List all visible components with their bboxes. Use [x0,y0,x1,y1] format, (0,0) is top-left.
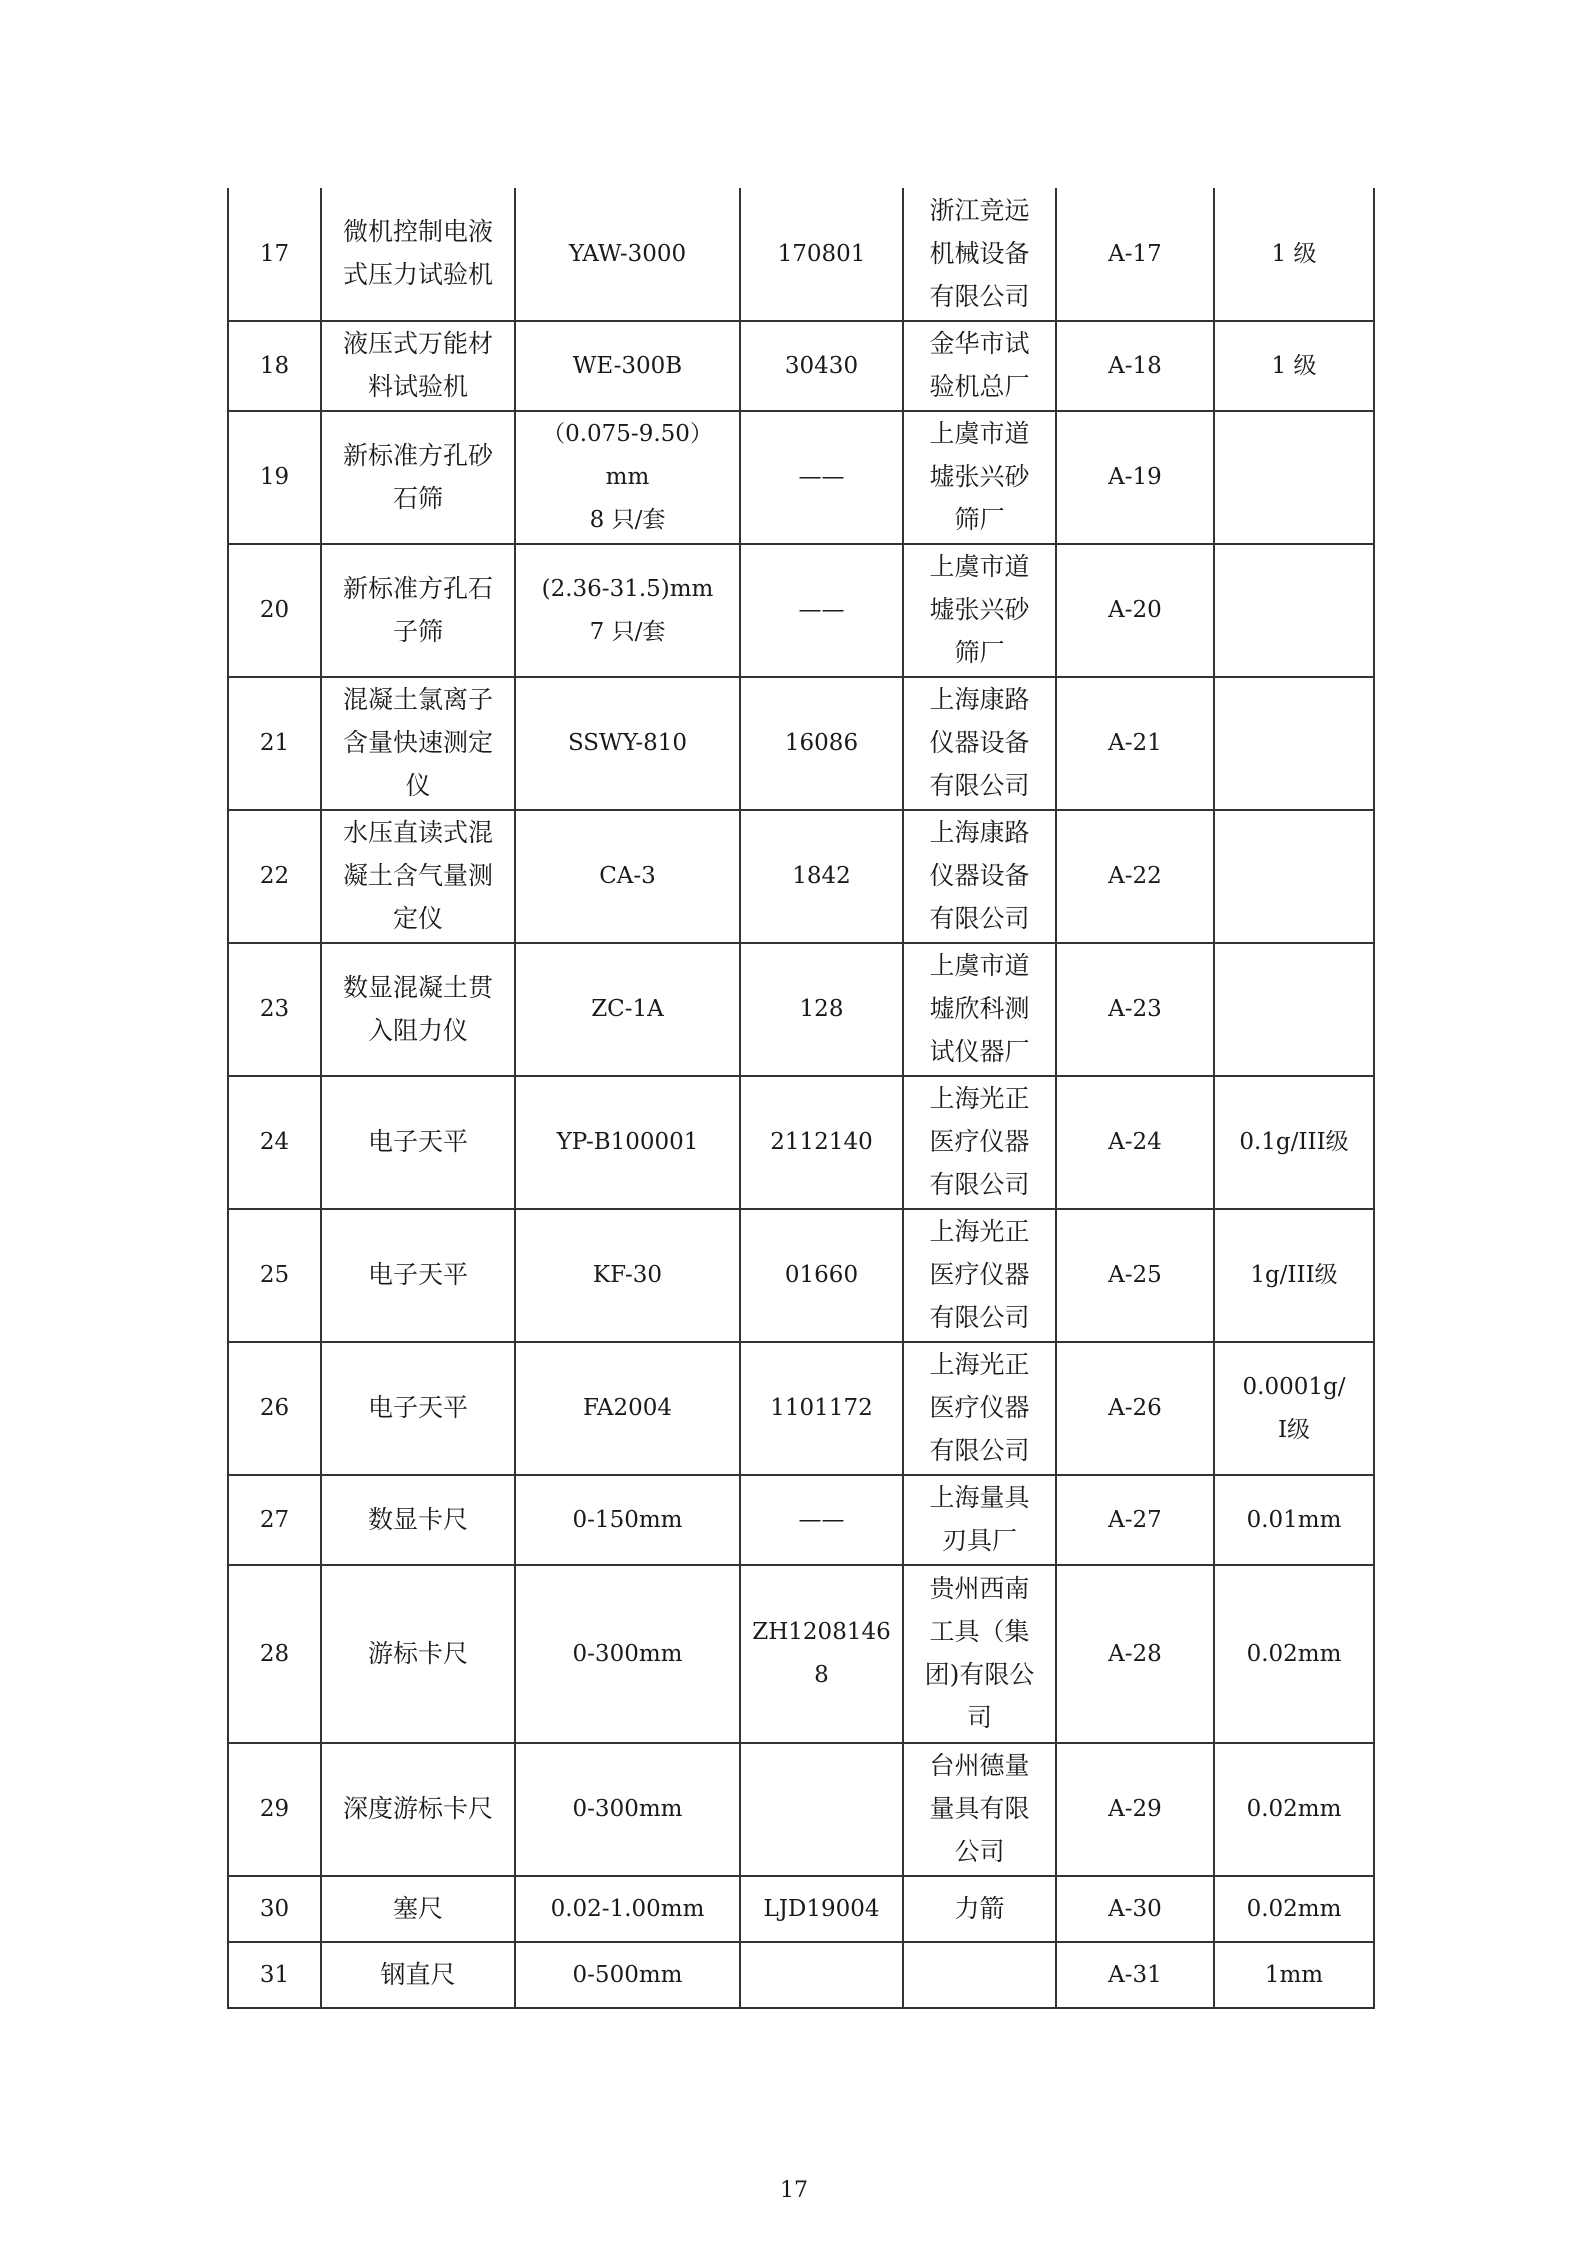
accuracy-grade-cell [1214,810,1374,943]
equipment-code-cell [1056,321,1214,411]
equipment-name: 数显卡尺 [367,1504,468,1534]
manufacturer: 台州德量 量具有限 公司 [929,1751,1030,1866]
accuracy-grade: 1 级 [1271,240,1317,267]
manufacturer-cell [903,544,1056,677]
serial-number: 170801 [777,240,866,267]
row-number: 26 [259,1395,290,1421]
serial-number-cell [740,1565,903,1743]
row-number-cell [228,1475,321,1565]
accuracy-grade-cell [1214,1876,1374,1942]
serial-number-cell [740,1942,903,2008]
model-spec-cell [515,1342,740,1475]
accuracy-grade: 1 级 [1271,352,1317,379]
serial-number-cell [740,1475,903,1565]
manufacturer: 力箭 [954,1893,1005,1923]
row-number: 28 [259,1640,290,1667]
equipment-table [227,188,1375,2009]
manufacturer-cell [903,677,1056,810]
row-number-cell [228,1076,321,1209]
accuracy-grade: 0.02mm [1246,1895,1342,1922]
row-number-cell [228,810,321,943]
model-spec: ZC-1A [591,996,664,1022]
table-row [228,810,1374,943]
equipment-name-cell [321,810,515,943]
equipment-code-cell [1056,1565,1214,1743]
table-row [228,321,1374,411]
row-number: 31 [259,1961,290,1988]
table-row [228,544,1374,677]
equipment-code: A-28 [1108,1640,1162,1667]
manufacturer-cell [903,1475,1056,1565]
equipment-code: A-22 [1108,863,1162,889]
equipment-code: A-21 [1108,730,1162,756]
equipment-code-cell [1056,188,1214,321]
serial-number-cell [740,943,903,1076]
manufacturer-cell [903,1876,1056,1942]
equipment-name: 水压直读式混 凝土含气量测 定仪 [342,818,493,933]
accuracy-grade: 0.01mm [1246,1506,1342,1533]
equipment-code: A-29 [1108,1796,1162,1822]
model-spec: 0-300mm [572,1640,683,1667]
table-row [228,411,1374,544]
accuracy-grade-cell [1214,677,1374,810]
manufacturer-cell [903,1565,1056,1743]
model-spec-cell [515,188,740,321]
row-number-cell [228,544,321,677]
equipment-name-cell [321,1565,515,1743]
serial-number-cell [740,1076,903,1209]
accuracy-grade-cell [1214,1342,1374,1475]
model-spec-cell [515,943,740,1076]
equipment-name: 新标准方孔砂 石筛 [342,440,493,513]
equipment-code-cell [1056,544,1214,677]
serial-number-cell [740,544,903,677]
row-number: 20 [259,597,290,623]
row-number: 17 [259,240,290,267]
serial-number: 128 [799,996,844,1022]
equipment-name-cell [321,677,515,810]
equipment-name-cell [321,943,515,1076]
model-spec: CA-3 [599,863,656,889]
row-number: 22 [259,863,290,889]
model-spec-cell [515,411,740,544]
row-number-cell [228,943,321,1076]
equipment-code: A-25 [1108,1262,1162,1288]
accuracy-grade-cell [1214,943,1374,1076]
manufacturer: 上海康路 仪器设备 有限公司 [929,818,1030,933]
row-number-cell [228,1876,321,1942]
manufacturer: 浙江竞远 机械设备 有限公司 [929,195,1030,311]
equipment-name-cell [321,321,515,411]
equipment-name: 塞尺 [392,1893,443,1923]
manufacturer: 上虞市道 墟张兴砂 筛厂 [929,552,1030,667]
equipment-name-cell [321,411,515,544]
equipment-name: 新标准方孔石 子筛 [342,573,493,646]
manufacturer: 上海光正 医疗仪器 有限公司 [929,1350,1030,1465]
manufacturer-cell [903,1743,1056,1876]
serial-number-cell [740,810,903,943]
table-row [228,677,1374,810]
serial-number: 01660 [784,1262,859,1288]
accuracy-grade-cell [1214,1209,1374,1342]
serial-number-cell [740,411,903,544]
table-row [228,1876,1374,1942]
row-number-cell [228,1942,321,2008]
serial-number-cell [740,1743,903,1876]
model-spec: SSWY-810 [567,730,688,756]
row-number: 19 [259,464,290,490]
manufacturer-cell [903,943,1056,1076]
model-spec: （0.075-9.50） mm 8 只/套 [542,421,713,533]
serial-number: —— [798,464,845,490]
accuracy-grade-cell [1214,1743,1374,1876]
accuracy-grade-cell [1214,544,1374,677]
accuracy-grade-cell [1214,1942,1374,2008]
equipment-code-cell [1056,810,1214,943]
equipment-code: A-30 [1108,1895,1162,1922]
table-row [228,1475,1374,1565]
serial-number: 30430 [784,352,859,379]
manufacturer: 上虞市道 墟张兴砂 筛厂 [929,419,1030,534]
serial-number: —— [798,597,845,623]
row-number: 21 [259,730,290,756]
equipment-code: A-19 [1108,464,1162,490]
equipment-name: 液压式万能材 料试验机 [342,329,493,401]
accuracy-grade-cell [1214,1565,1374,1743]
serial-number: ZH12081468 [752,1619,891,1688]
manufacturer-cell [903,188,1056,321]
equipment-code-cell [1056,411,1214,544]
serial-number: 16086 [784,730,859,756]
manufacturer: 上海光正 医疗仪器 有限公司 [929,1084,1030,1199]
page-number: 17 [780,2178,808,2203]
equipment-name-cell [321,1076,515,1209]
serial-number-cell [740,1876,903,1942]
serial-number: 1101172 [770,1395,873,1421]
model-spec-cell [515,1743,740,1876]
row-number: 25 [259,1262,290,1288]
serial-number-cell [740,1209,903,1342]
equipment-code-cell [1056,1876,1214,1942]
row-number-cell [228,188,321,321]
manufacturer-cell [903,1342,1056,1475]
manufacturer: 贵州西南 工具（集 团)有限公 司 [924,1574,1035,1732]
table-row [228,1076,1374,1209]
row-number: 27 [259,1506,290,1533]
equipment-name: 混凝土氯离子 含量快速测定 仪 [342,685,493,800]
equipment-code: A-20 [1108,597,1162,623]
equipment-code-cell [1056,1475,1214,1565]
manufacturer-cell [903,321,1056,411]
manufacturer: 上虞市道 墟欣科测 试仪器厂 [929,951,1030,1066]
equipment-code: A-24 [1108,1129,1162,1155]
table-row [228,943,1374,1076]
equipment-name-cell [321,1342,515,1475]
manufacturer: 上海光正 医疗仪器 有限公司 [929,1217,1030,1332]
table-row [228,188,1374,321]
equipment-name: 数显混凝土贯 入阻力仪 [342,972,493,1045]
equipment-code: A-27 [1108,1506,1162,1533]
model-spec: KF-30 [592,1262,663,1288]
table-row [228,1743,1374,1876]
row-number-cell [228,1565,321,1743]
accuracy-grade: 0.0001g/ Ⅰ级 [1242,1373,1346,1443]
accuracy-grade: 0.02mm [1246,1640,1342,1667]
accuracy-grade: 0.1g/III级 [1239,1129,1349,1155]
accuracy-grade-cell [1214,188,1374,321]
equipment-code-cell [1056,677,1214,810]
equipment-code-cell [1056,1743,1214,1876]
equipment-code: A-26 [1108,1395,1162,1421]
equipment-code: A-23 [1108,996,1162,1022]
model-spec-cell [515,1876,740,1942]
table-row [228,1342,1374,1475]
serial-number: LJD19004 [763,1895,880,1922]
model-spec-cell [515,1475,740,1565]
row-number-cell [228,1743,321,1876]
equipment-code: A-18 [1108,352,1162,379]
equipment-name-cell [321,1209,515,1342]
equipment-code: A-31 [1108,1961,1162,1988]
equipment-name: 电子天平 [367,1127,468,1156]
model-spec-cell [515,810,740,943]
model-spec: FA2004 [582,1395,673,1421]
serial-number-cell [740,1342,903,1475]
model-spec-cell [515,1076,740,1209]
row-number: 18 [259,352,290,379]
accuracy-grade: 1mm [1264,1961,1324,1988]
serial-number: —— [798,1506,845,1533]
table-row [228,1209,1374,1342]
accuracy-grade-cell [1214,1475,1374,1565]
equipment-name-cell [321,1876,515,1942]
equipment-name: 游标卡尺 [367,1638,468,1668]
manufacturer: 金华市试 验机总厂 [929,329,1030,401]
equipment-code: A-17 [1108,240,1162,267]
serial-number-cell [740,677,903,810]
equipment-code-cell [1056,1342,1214,1475]
equipment-name-cell [321,1475,515,1565]
equipment-code-cell [1056,943,1214,1076]
accuracy-grade: 1g/III级 [1250,1262,1338,1288]
accuracy-grade-cell [1214,321,1374,411]
equipment-code-cell [1056,1076,1214,1209]
model-spec: YAW-3000 [568,240,687,267]
row-number: 29 [259,1796,290,1822]
manufacturer: 上海量具 刃具厂 [929,1483,1030,1555]
serial-number-cell [740,188,903,321]
manufacturer-cell [903,1942,1056,2008]
model-spec: 0-300mm [572,1796,683,1822]
row-number: 30 [259,1895,290,1922]
row-number-cell [228,411,321,544]
equipment-name: 深度游标卡尺 [342,1794,493,1823]
model-spec-cell [515,321,740,411]
manufacturer-cell [903,1076,1056,1209]
accuracy-grade-cell [1214,1076,1374,1209]
table-row [228,1942,1374,2008]
model-spec-cell [515,544,740,677]
equipment-name: 电子天平 [367,1260,468,1289]
model-spec: YP-B100001 [556,1129,699,1155]
row-number-cell [228,1342,321,1475]
equipment-name-cell [321,1743,515,1876]
equipment-name: 钢直尺 [380,1959,456,1989]
model-spec-cell [515,1942,740,2008]
model-spec: (2.36-31.5)mm 7 只/套 [541,575,714,645]
table-row [228,1565,1374,1743]
model-spec-cell [515,677,740,810]
row-number: 23 [259,996,290,1022]
equipment-code-cell [1056,1942,1214,2008]
model-spec: 0-500mm [572,1961,683,1988]
serial-number-cell [740,321,903,411]
serial-number: 1842 [792,863,851,889]
serial-number: 2112140 [770,1129,873,1155]
equipment-name: 微机控制电液 式压力试验机 [342,217,493,289]
row-number-cell [228,321,321,411]
model-spec: WE-300B [572,352,683,379]
manufacturer-cell [903,411,1056,544]
accuracy-grade: 0.02mm [1246,1796,1342,1822]
equipment-name-cell [321,1942,515,2008]
model-spec-cell [515,1209,740,1342]
accuracy-grade-cell [1214,411,1374,544]
table-body [228,188,1374,2008]
row-number-cell [228,677,321,810]
row-number: 24 [259,1129,290,1155]
row-number-cell [228,1209,321,1342]
manufacturer-cell [903,810,1056,943]
equipment-code-cell [1056,1209,1214,1342]
model-spec-cell [515,1565,740,1743]
equipment-name-cell [321,188,515,321]
equipment-name-cell [321,544,515,677]
manufacturer-cell [903,1209,1056,1342]
manufacturer: 上海康路 仪器设备 有限公司 [929,685,1030,800]
model-spec: 0-150mm [572,1506,683,1533]
model-spec: 0.02-1.00mm [550,1895,705,1922]
equipment-name: 电子天平 [367,1393,468,1422]
